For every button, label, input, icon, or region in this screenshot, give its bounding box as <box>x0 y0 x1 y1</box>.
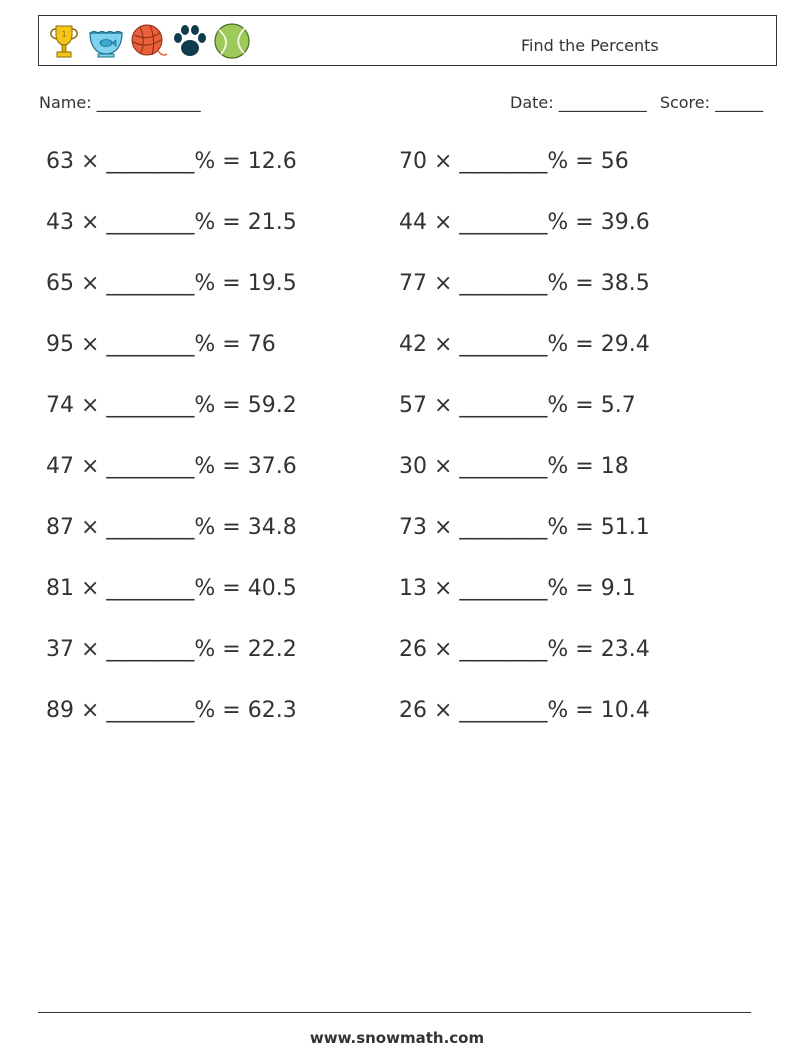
paw-print-icon <box>170 21 210 61</box>
problem-right-4: 42 × ________% = 29.4 <box>399 332 650 357</box>
problem-left-3: 65 × ________% = 19.5 <box>46 271 297 296</box>
worksheet-header <box>38 15 777 66</box>
tennis-ball-icon <box>212 21 252 61</box>
header-icons <box>44 21 252 61</box>
problem-left-4: 95 × ________% = 76 <box>46 332 276 357</box>
date-score-fields <box>510 93 763 112</box>
footer-url: www.snowmath.com <box>309 1029 485 1047</box>
problem-left-7: 87 × ________% = 34.8 <box>46 515 297 540</box>
problem-right-2: 44 × ________% = 39.6 <box>399 210 650 235</box>
problem-right-3: 77 × ________% = 38.5 <box>399 271 650 296</box>
problem-left-5: 74 × ________% = 59.2 <box>46 393 297 418</box>
problem-left-8: 81 × ________% = 40.5 <box>46 576 297 601</box>
yarn-ball-icon <box>128 21 168 61</box>
problem-left-10: 89 × ________% = 62.3 <box>46 698 297 723</box>
date-field: Date: ___________ <box>510 93 647 112</box>
problem-right-6: 30 × ________% = 18 <box>399 454 629 479</box>
svg-text:1: 1 <box>61 30 67 39</box>
problem-left-9: 37 × ________% = 22.2 <box>46 637 297 662</box>
trophy-icon <box>44 21 84 61</box>
problem-left-6: 47 × ________% = 37.6 <box>46 454 297 479</box>
problem-right-10: 26 × ________% = 10.4 <box>399 698 650 723</box>
worksheet-title: Find the Percents <box>521 36 659 55</box>
fish-bowl-icon <box>86 21 126 61</box>
problem-left-1: 63 × ________% = 12.6 <box>46 149 297 174</box>
problem-right-7: 73 × ________% = 51.1 <box>399 515 650 540</box>
score-field: Score: ______ <box>659 93 764 112</box>
problem-left-2: 43 × ________% = 21.5 <box>46 210 297 235</box>
footer-divider <box>38 1012 751 1013</box>
problem-right-8: 13 × ________% = 9.1 <box>399 576 636 601</box>
name-field: Name: _____________ <box>39 93 201 112</box>
problem-right-1: 70 × ________% = 56 <box>399 149 629 174</box>
problem-right-5: 57 × ________% = 5.7 <box>399 393 636 418</box>
problem-right-9: 26 × ________% = 23.4 <box>399 637 650 662</box>
